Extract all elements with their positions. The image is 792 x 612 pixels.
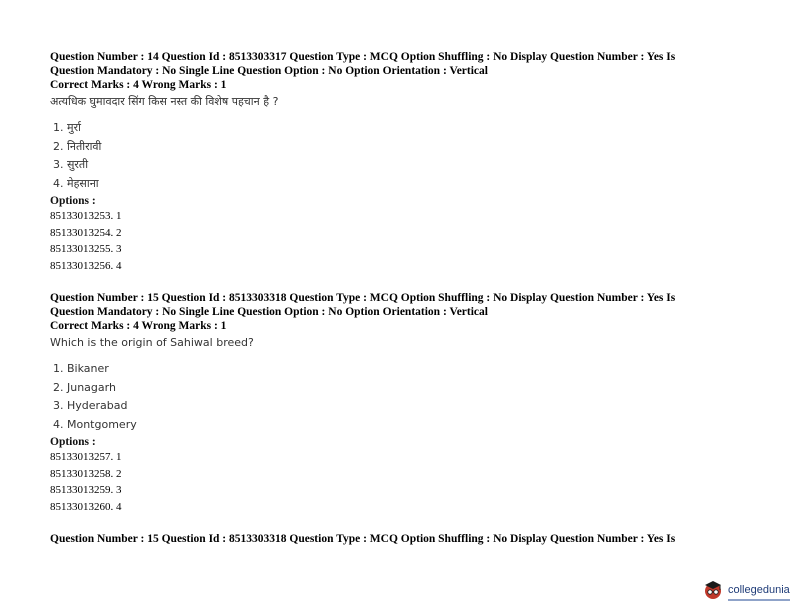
answer-option-3: 3. Hyderabad: [53, 399, 128, 412]
section-spacer: [50, 274, 730, 291]
answer-option-2: 2. नितीरावी: [53, 139, 102, 153]
marks-line: Correct Marks : 4 Wrong Marks : 1: [50, 320, 227, 332]
answer-option-3: 3. सुरती: [53, 158, 89, 171]
question-text: अत्यधिक घुमावदार सिंग किस नस्त की विशेष पहचान है ?: [50, 95, 279, 108]
answer-option-4: 4. मेहसाना: [53, 176, 99, 190]
option-id-4: 85133013256. 4: [50, 259, 122, 272]
answer-option-1: 1. Bikaner: [53, 362, 109, 375]
brand-tagline-bar: [728, 599, 790, 601]
options-label: Options :: [50, 195, 96, 207]
question-meta-line-1: Question Number : 15 Question Id : 8513303318 Question Type : MCQ Option Shuffling : No Display Question Number : Yes Is: [50, 292, 676, 304]
options-label: Options :: [50, 436, 96, 448]
option-id-2: 85133013254. 2: [50, 226, 122, 239]
option-id-1: 85133013257. 1: [50, 451, 122, 463]
collegedunia-logo: [702, 579, 790, 606]
question-meta-line-1: Question Number : 14 Question Id : 8513303317 Question Type : MCQ Option Shuffling : No Display Question Number : Yes Is: [50, 51, 676, 63]
document-page: [50, 50, 730, 546]
answer-option-1: 1. मुर्रा: [53, 121, 81, 134]
option-id-3: 85133013259. 3: [50, 484, 122, 496]
answer-option-4: 4. Montgomery: [53, 417, 137, 431]
marks-line: Correct Marks : 4 Wrong Marks : 1: [50, 79, 227, 91]
option-id-4: 85133013260. 4: [50, 500, 122, 513]
question-block-15-repeat: [50, 532, 730, 546]
question-block-14: [50, 50, 730, 274]
answer-options: [50, 119, 730, 193]
option-id-3: 85133013255. 3: [50, 243, 122, 255]
graduate-mascot-icon: [702, 579, 724, 606]
question-text: Which is the origin of Sahiwal breed?: [50, 336, 254, 349]
question-block-15: [50, 291, 730, 515]
option-id-2: 85133013258. 2: [50, 467, 122, 480]
question-meta-line-2: Question Mandatory : No Single Line Question Option : No Option Orientation : Vertical: [50, 65, 488, 77]
answer-option-2: 2. Junagarh: [53, 380, 116, 394]
brand-name: collegedunia: [728, 584, 790, 596]
question-meta-line-1: Question Number : 15 Question Id : 8513303318 Question Type : MCQ Option Shuffling : No Display Question Number : Yes Is: [50, 533, 676, 545]
option-id-1: 85133013253. 1: [50, 210, 122, 222]
answer-options: [50, 360, 730, 434]
question-meta-line-2: Question Mandatory : No Single Line Question Option : No Option Orientation : Vertical: [50, 306, 488, 318]
section-spacer: [50, 515, 730, 532]
